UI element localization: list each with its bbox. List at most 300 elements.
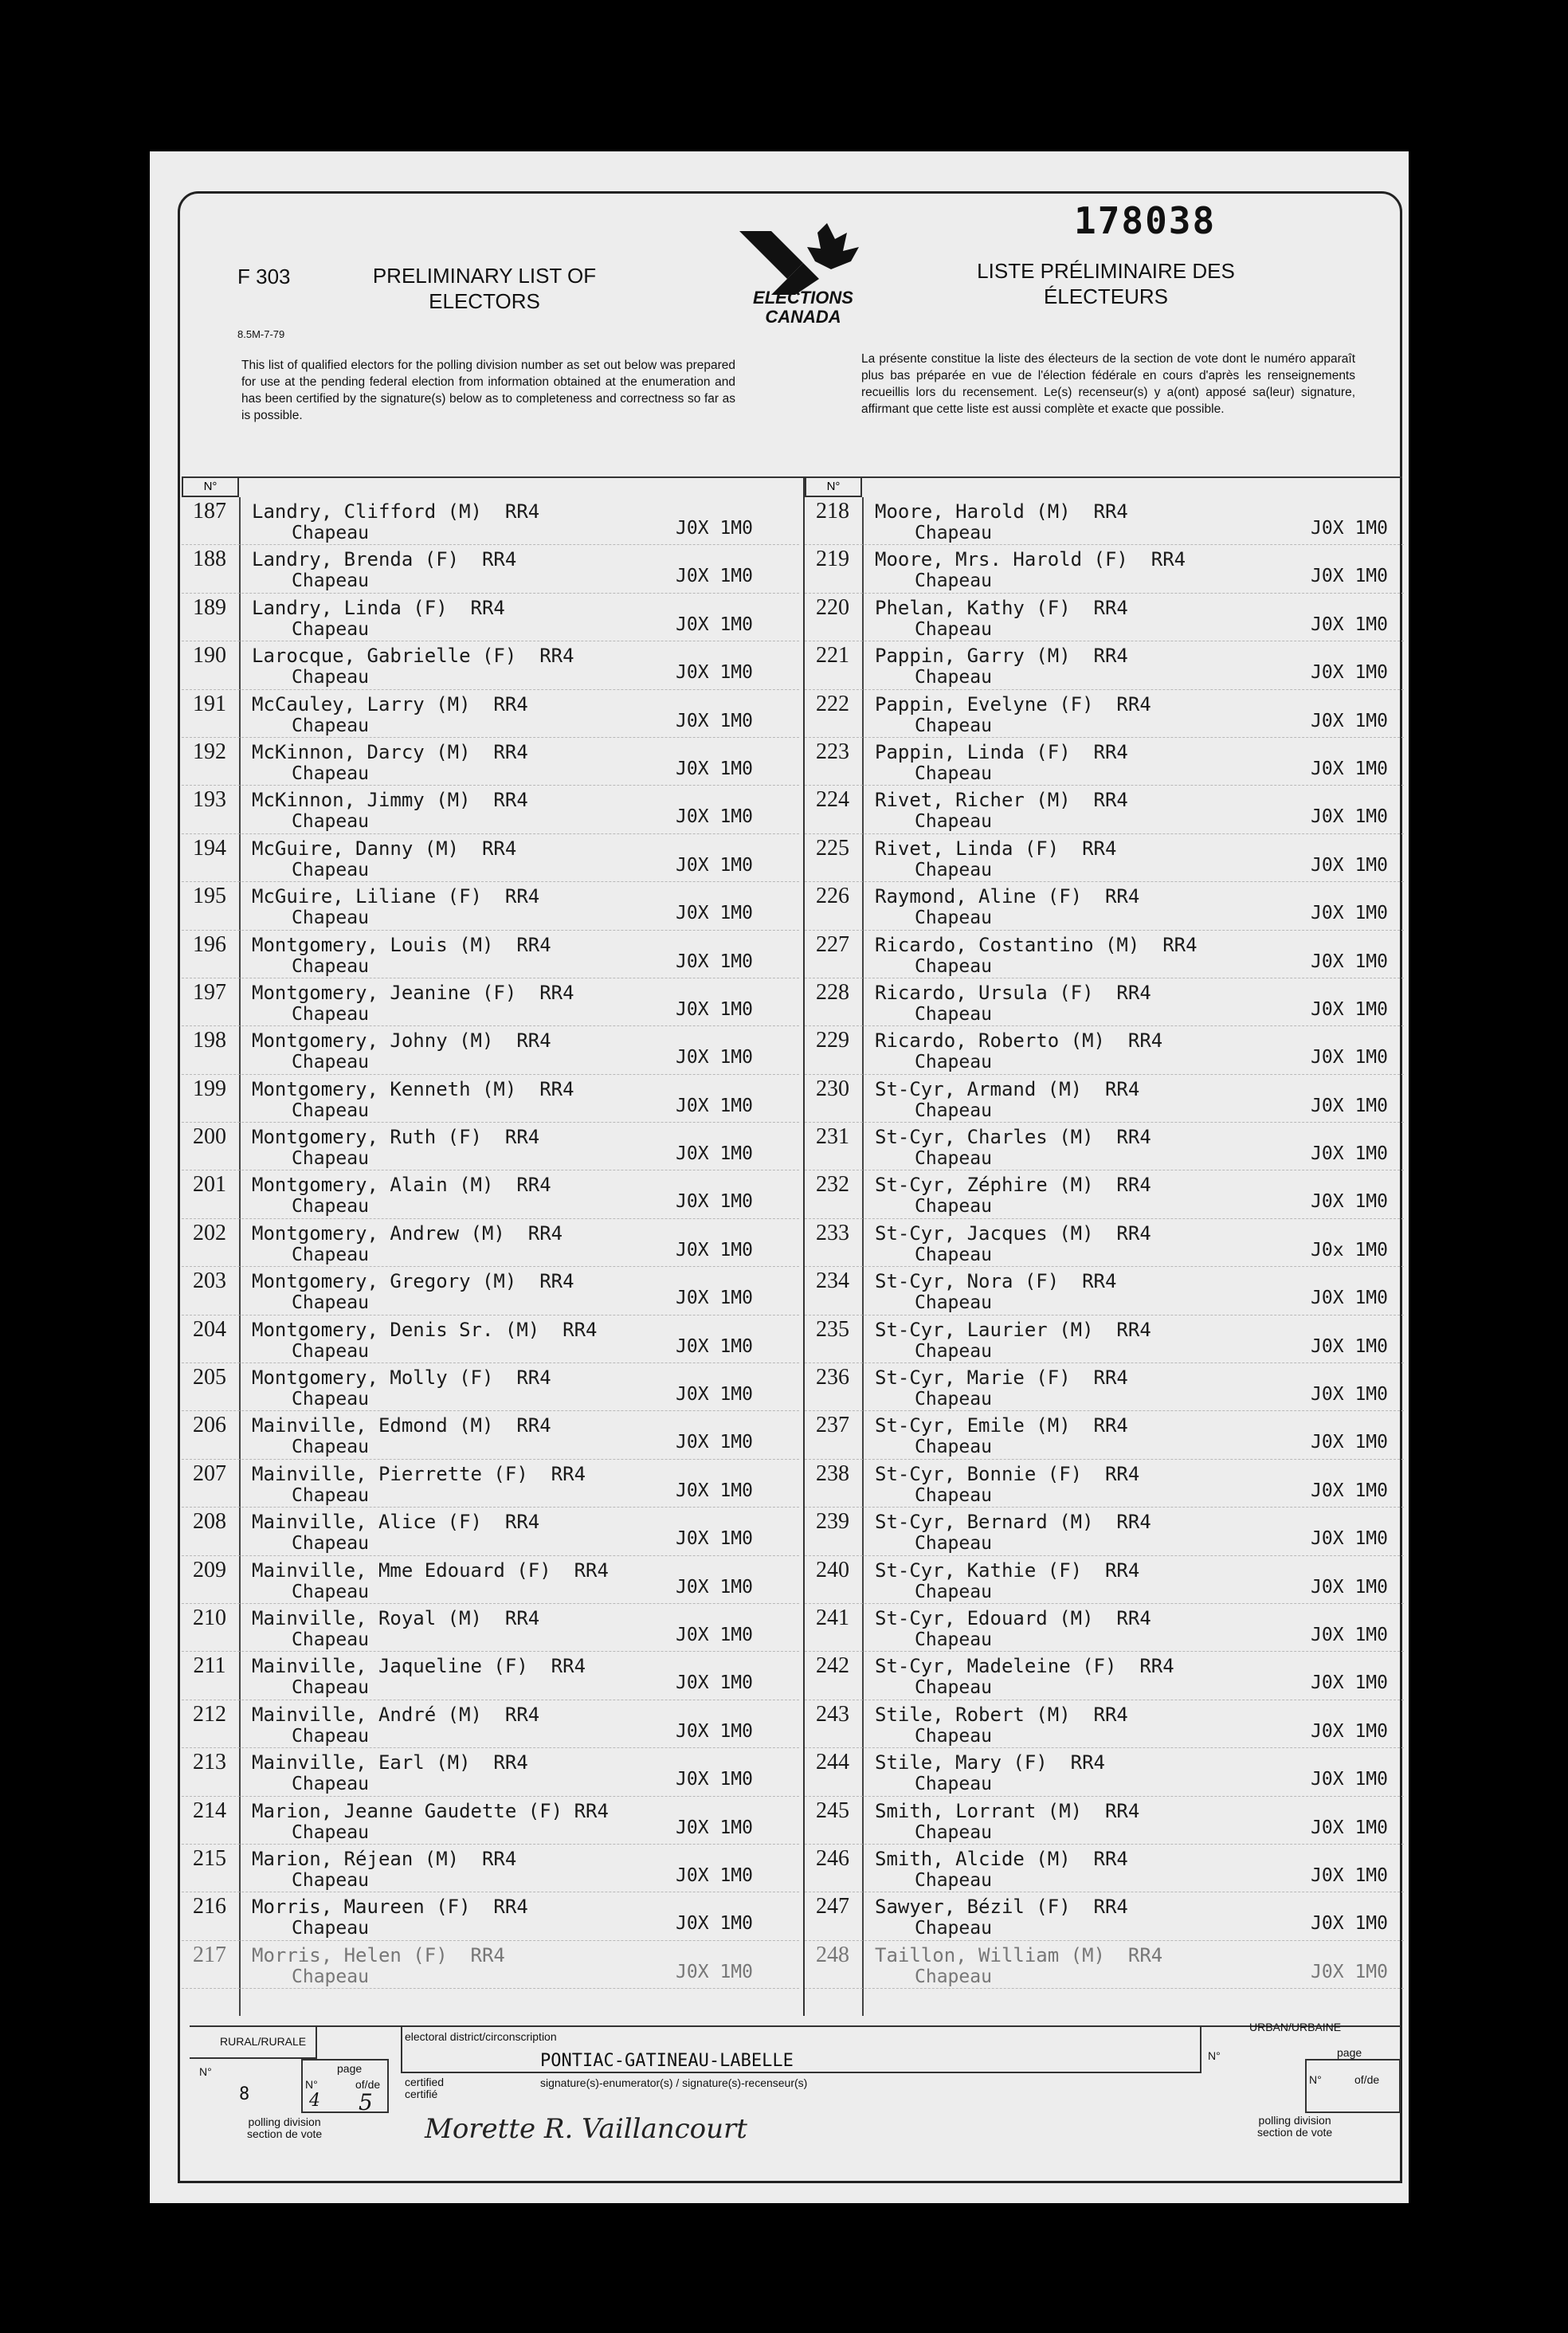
form-code-small: 8.5M-7-79	[237, 328, 285, 340]
elector-row	[182, 1411, 799, 1459]
elector-postal-code: J0X 1M0	[1311, 998, 1388, 1020]
elector-row	[805, 1267, 1404, 1315]
elector-row	[805, 1075, 1404, 1123]
elector-row	[182, 882, 799, 930]
elector-town: Chapeau	[292, 1389, 369, 1410]
elector-name: Montgomery, Johny (M) RR4	[252, 1029, 551, 1053]
elector-name: Mainville, Pierrette (F) RR4	[252, 1462, 586, 1485]
page-total: 5	[359, 2089, 373, 2115]
elector-number: 239	[816, 1509, 849, 1535]
elector-name: St-Cyr, Armand (M) RR4	[875, 1077, 1140, 1100]
elector-row	[182, 1267, 799, 1315]
elector-town: Chapeau	[292, 1292, 369, 1314]
intro-french: La présente constitue la liste des électeurs de la section de vote dont le numéro apparaît plus bas préparée en vue de l'élection fédérale en cours d'après les renseignements recueillis lors du recensement. Le(s) recenseur(s) y a(ont) apposé sa(leur) signature, affirmant que cette liste est aussi complète et exacte que possible.	[861, 352, 1355, 416]
elector-name: Raymond, Aline (F) RR4	[875, 885, 1140, 908]
elector-town: Chapeau	[915, 1869, 992, 1891]
elector-town: Chapeau	[915, 667, 992, 688]
elector-number: 205	[193, 1365, 226, 1390]
elector-row	[182, 641, 799, 689]
intro-english: This list of qualified electors for the polling division number as set out below was prepared for use at the pending federal election from information obtained at the enumeration and has been certified by the signature(s) below as to completeness and correctness so far as is possible.	[241, 359, 735, 422]
elector-postal-code: J0X 1M0	[676, 1817, 753, 1838]
elector-row	[805, 497, 1404, 545]
elector-postal-code: J0X 1M0	[676, 1864, 753, 1886]
elector-town: Chapeau	[292, 1003, 369, 1025]
elector-row	[805, 1604, 1404, 1652]
elector-town: Chapeau	[292, 1629, 369, 1650]
elector-name: Stile, Robert (M) RR4	[875, 1703, 1128, 1726]
elector-number: 190	[193, 643, 226, 669]
elector-town: Chapeau	[915, 1629, 992, 1650]
elector-name: Pappin, Evelyne (F) RR4	[875, 692, 1151, 716]
elector-postal-code: J0X 1M0	[676, 1335, 753, 1357]
elector-town: Chapeau	[915, 1677, 992, 1699]
elector-postal-code: J0X 1M0	[1311, 1384, 1388, 1406]
elector-row	[805, 1411, 1404, 1459]
elector-number: 191	[193, 691, 226, 716]
elector-name: Stile, Mary (F) RR4	[875, 1751, 1105, 1774]
elector-name: Landry, Brenda (F) RR4	[252, 548, 517, 571]
rural-label: RURAL/RURALE	[220, 2035, 307, 2048]
elector-number: 214	[193, 1798, 226, 1823]
elector-postal-code: J0X 1M0	[676, 1961, 753, 1982]
elector-row	[182, 1652, 799, 1700]
elector-number: 246	[816, 1845, 849, 1871]
rural-division-number: 8	[239, 2084, 250, 2104]
elector-number: 199	[193, 1076, 226, 1101]
rural-label-box	[190, 2027, 317, 2059]
elector-postal-code: J0X 1M0	[1311, 614, 1388, 635]
elector-town: Chapeau	[292, 715, 369, 736]
elector-row	[805, 738, 1404, 786]
elector-postal-code: J0X 1M0	[1311, 1864, 1388, 1886]
elector-number: 242	[816, 1653, 849, 1679]
elector-town: Chapeau	[292, 1052, 369, 1073]
elector-number: 202	[193, 1220, 226, 1245]
elector-name: Mainville, André (M) RR4	[252, 1703, 540, 1726]
urban-of-label: of/de	[1354, 2073, 1380, 2086]
elector-number: 222	[816, 691, 849, 716]
elector-row	[182, 1797, 799, 1845]
elector-name: Rivet, Richer (M) RR4	[875, 789, 1128, 812]
elector-row	[805, 1652, 1404, 1700]
elector-row	[182, 1219, 799, 1267]
elector-town: Chapeau	[292, 763, 369, 784]
elector-postal-code: J0X 1M0	[676, 1720, 753, 1742]
elector-postal-code: J0X 1M0	[1311, 1191, 1388, 1213]
elector-row	[182, 690, 799, 738]
elector-town: Chapeau	[915, 811, 992, 833]
elector-name: St-Cyr, Bernard (M) RR4	[875, 1511, 1151, 1534]
elector-name: McGuire, Danny (M) RR4	[252, 837, 517, 860]
page-label: page	[337, 2062, 363, 2075]
electoral-district: PONTIAC-GATINEAU-LABELLE	[540, 2051, 794, 2071]
elector-name: Mainville, Mme Edouard (F) RR4	[252, 1559, 609, 1582]
elector-row	[182, 738, 799, 786]
elector-name: Morris, Helen (F) RR4	[252, 1943, 505, 1966]
urban-no-label: N°	[1208, 2049, 1221, 2062]
elector-row	[805, 1845, 1404, 1892]
elector-number: 193	[193, 787, 226, 813]
elector-postal-code: J0X 1M0	[1311, 662, 1388, 684]
elector-town: Chapeau	[292, 955, 369, 977]
elector-name: Phelan, Kathy (F) RR4	[875, 596, 1128, 619]
elector-town: Chapeau	[292, 523, 369, 543]
elector-town: Chapeau	[915, 1292, 992, 1314]
elector-row	[805, 1315, 1404, 1363]
elector-postal-code: J0X 1M0	[1311, 710, 1388, 731]
elector-row	[182, 834, 799, 882]
elector-row	[182, 594, 799, 641]
number-column-header: N°	[805, 478, 862, 497]
elector-number: 212	[193, 1701, 226, 1727]
elector-name: St-Cyr, Kathie (F) RR4	[875, 1559, 1140, 1582]
elector-town: Chapeau	[292, 1484, 369, 1506]
elector-row	[182, 1460, 799, 1508]
elector-postal-code: J0X 1M0	[676, 1191, 753, 1213]
of-label: of/de	[355, 2078, 381, 2091]
title-english: PRELIMINARY LIST OF ELECTORS	[372, 264, 597, 313]
elector-name: Moore, Harold (M) RR4	[875, 500, 1128, 523]
elector-postal-code: J0X 1M0	[676, 1576, 753, 1598]
elector-row	[182, 1845, 799, 1892]
elector-town: Chapeau	[292, 1774, 369, 1795]
elector-row	[182, 1556, 799, 1604]
elector-number: 200	[193, 1124, 226, 1150]
elector-name: Ricardo, Costantino (M) RR4	[875, 933, 1198, 956]
elector-number: 233	[816, 1220, 849, 1245]
elector-postal-code: J0X 1M0	[1311, 1576, 1388, 1598]
elector-row	[182, 786, 799, 833]
elector-postal-code: J0X 1M0	[676, 1769, 753, 1790]
elector-postal-code: J0X 1M0	[676, 951, 753, 972]
elector-town: Chapeau	[915, 1581, 992, 1602]
elector-number: 204	[193, 1316, 226, 1342]
elector-number: 189	[193, 594, 226, 620]
elector-row	[805, 1219, 1404, 1267]
elector-number: 207	[193, 1461, 226, 1486]
elector-name: St-Cyr, Laurier (M) RR4	[875, 1318, 1151, 1341]
elector-name: Montgomery, Andrew (M) RR4	[252, 1221, 563, 1245]
elector-town: Chapeau	[292, 1821, 369, 1843]
elector-number: 237	[816, 1413, 849, 1438]
elector-name: St-Cyr, Nora (F) RR4	[875, 1270, 1117, 1293]
elector-row	[805, 786, 1404, 833]
elector-row	[805, 1123, 1404, 1170]
elector-number: 230	[816, 1076, 849, 1101]
elector-row	[805, 931, 1404, 978]
elector-town: Chapeau	[915, 1725, 992, 1747]
elector-town: Chapeau	[292, 1581, 369, 1602]
elector-town: Chapeau	[292, 811, 369, 833]
elector-postal-code: J0X 1M0	[676, 854, 753, 876]
elector-town: Chapeau	[915, 1052, 992, 1073]
elector-row	[182, 1363, 799, 1411]
elector-row	[182, 931, 799, 978]
elector-postal-code: J0X 1M0	[676, 614, 753, 635]
elector-town: Chapeau	[292, 908, 369, 929]
elector-postal-code: J0X 1M0	[676, 1288, 753, 1309]
elector-postal-code: J0X 1M0	[1311, 1480, 1388, 1501]
elector-name: Taillon, William (M) RR4	[875, 1943, 1163, 1966]
elector-postal-code: J0X 1M0	[1311, 1432, 1388, 1453]
elector-number: 226	[816, 884, 849, 909]
page-number: 4	[309, 2091, 320, 2111]
elector-town: Chapeau	[915, 1100, 992, 1121]
elector-name: Mainville, Earl (M) RR4	[252, 1751, 528, 1774]
elector-town: Chapeau	[292, 667, 369, 688]
elector-name: Ricardo, Ursula (F) RR4	[875, 981, 1151, 1004]
elector-town: Chapeau	[292, 1100, 369, 1121]
elector-row	[805, 1508, 1404, 1555]
elector-town: Chapeau	[915, 1196, 992, 1217]
urban-page-label: page	[1337, 2046, 1362, 2059]
elector-town: Chapeau	[915, 1966, 992, 1987]
elector-postal-code: J0X 1M0	[1311, 1095, 1388, 1116]
elector-number: 215	[193, 1845, 226, 1871]
elector-number: 229	[816, 1028, 849, 1053]
elector-number: 194	[193, 835, 226, 861]
elector-name: Montgomery, Ruth (F) RR4	[252, 1126, 540, 1149]
elector-row	[805, 978, 1404, 1026]
elector-town: Chapeau	[292, 1869, 369, 1891]
elector-postal-code: J0X 1M0	[1311, 758, 1388, 779]
elector-town: Chapeau	[915, 618, 992, 640]
elector-town: Chapeau	[292, 1437, 369, 1458]
elector-name: Montgomery, Denis Sr. (M) RR4	[252, 1318, 598, 1341]
elector-number: 243	[816, 1701, 849, 1727]
elector-number: 201	[193, 1172, 226, 1198]
elector-postal-code: J0X 1M0	[676, 518, 753, 539]
elector-row	[182, 1748, 799, 1796]
elector-name: Pappin, Garry (M) RR4	[875, 645, 1128, 668]
elector-row	[805, 1748, 1404, 1796]
elector-row	[805, 690, 1404, 738]
elector-number: 206	[193, 1413, 226, 1438]
elector-town: Chapeau	[915, 523, 992, 543]
elector-name: St-Cyr, Charles (M) RR4	[875, 1126, 1151, 1149]
number-column-header: N°	[182, 478, 239, 497]
elector-postal-code: J0X 1M0	[676, 1047, 753, 1068]
elector-name: McGuire, Liliane (F) RR4	[252, 885, 540, 908]
elector-row	[805, 594, 1404, 641]
elector-postal-code: J0X 1M0	[1311, 1817, 1388, 1838]
elector-postal-code: J0X 1M0	[1311, 1528, 1388, 1550]
elector-postal-code: J0X 1M0	[676, 566, 753, 587]
elector-number: 196	[193, 931, 226, 957]
elector-row	[805, 1170, 1404, 1218]
elector-row	[182, 978, 799, 1026]
elector-town: Chapeau	[292, 1244, 369, 1265]
elector-row	[182, 1604, 799, 1652]
urban-page-box	[1305, 2059, 1401, 2113]
elector-town: Chapeau	[292, 1533, 369, 1555]
elector-postal-code: J0X 1M0	[676, 903, 753, 924]
elector-name: St-Cyr, Marie (F) RR4	[875, 1366, 1128, 1390]
elector-name: Montgomery, Gregory (M) RR4	[252, 1270, 574, 1293]
elector-town: Chapeau	[915, 1340, 992, 1362]
elector-name: Larocque, Gabrielle (F) RR4	[252, 645, 574, 668]
elector-number: 227	[816, 931, 849, 957]
elector-postal-code: J0X 1M0	[676, 1624, 753, 1645]
elector-postal-code: J0X 1M0	[1311, 1913, 1388, 1935]
elector-postal-code: J0X 1M0	[1311, 566, 1388, 587]
elector-postal-code: J0X 1M0	[1311, 1335, 1388, 1357]
elector-number: 221	[816, 643, 849, 669]
rural-no-label: N°	[199, 2065, 212, 2078]
title-french: LISTE PRÉLIMINAIRE DES ÉLECTEURS	[977, 259, 1235, 308]
elector-postal-code: J0X 1M0	[1311, 1720, 1388, 1742]
elector-name: Mainville, Jaqueline (F) RR4	[252, 1655, 586, 1678]
elector-number: 219	[816, 547, 849, 572]
elector-row	[182, 1892, 799, 1940]
elector-name: Smith, Alcide (M) RR4	[875, 1847, 1128, 1870]
elector-name: St-Cyr, Zéphire (M) RR4	[875, 1174, 1151, 1197]
elector-number: 224	[816, 787, 849, 813]
elector-name: McCauley, Larry (M) RR4	[252, 692, 528, 716]
elector-number: 218	[816, 499, 849, 523]
elector-row	[805, 1026, 1404, 1074]
elector-town: Chapeau	[292, 571, 369, 592]
elector-name: Mainville, Edmond (M) RR4	[252, 1414, 551, 1437]
electors-table	[182, 476, 1402, 2016]
elector-postal-code: J0X 1M0	[676, 1528, 753, 1550]
elector-postal-code: J0X 1M0	[1311, 1143, 1388, 1165]
elector-town: Chapeau	[292, 1725, 369, 1747]
elector-row	[182, 1170, 799, 1218]
elector-number: 240	[816, 1557, 849, 1582]
elector-town: Chapeau	[915, 1003, 992, 1025]
elector-row	[182, 497, 799, 545]
elector-town: Chapeau	[915, 1389, 992, 1410]
elector-postal-code: J0X 1M0	[676, 1384, 753, 1406]
district-label: electoral district/circonscription	[405, 2030, 557, 2043]
signature-label: signature(s)-enumerator(s) / signature(s)-recenseur(s)	[540, 2076, 808, 2089]
elector-row	[805, 641, 1404, 689]
polling-division-label-rural: polling division section de vote	[247, 2115, 323, 2140]
polling-division-label-urban: polling division section de vote	[1257, 2114, 1333, 2139]
elector-postal-code: J0X 1M0	[676, 662, 753, 684]
enumerator-signature: Morette R. Vaillancourt	[425, 2113, 747, 2145]
elector-row	[805, 1700, 1404, 1748]
elector-name: St-Cyr, Jacques (M) RR4	[875, 1221, 1151, 1245]
elector-town: Chapeau	[915, 955, 992, 977]
elector-postal-code: J0X 1M0	[676, 1913, 753, 1935]
elector-row	[805, 1892, 1404, 1940]
electors-column-right	[803, 478, 1404, 2016]
elector-number: 188	[193, 547, 226, 572]
elector-number: 245	[816, 1798, 849, 1823]
elector-number: 231	[816, 1124, 849, 1150]
elector-row	[182, 1075, 799, 1123]
elector-town: Chapeau	[915, 1533, 992, 1555]
elector-number: 223	[816, 739, 849, 764]
elector-number: 244	[816, 1750, 849, 1775]
logo-text: ELECTIONS CANADA	[753, 288, 853, 327]
elector-row	[805, 545, 1404, 593]
elector-postal-code: J0X 1M0	[1311, 518, 1388, 539]
elector-name: Mainville, Alice (F) RR4	[252, 1511, 540, 1534]
elector-postal-code: J0X 1M0	[676, 998, 753, 1020]
elector-number: 203	[193, 1268, 226, 1294]
elector-number: 198	[193, 1028, 226, 1053]
elector-town: Chapeau	[915, 763, 992, 784]
elector-name: Moore, Mrs. Harold (F) RR4	[875, 548, 1186, 571]
elector-number: 210	[193, 1605, 226, 1630]
elector-row	[182, 1123, 799, 1170]
elector-number: 234	[816, 1268, 849, 1294]
elector-town: Chapeau	[915, 715, 992, 736]
elector-number: 213	[193, 1750, 226, 1775]
elector-name: Pappin, Linda (F) RR4	[875, 740, 1128, 763]
elector-town: Chapeau	[292, 618, 369, 640]
elector-postal-code: J0X 1M0	[676, 1239, 753, 1261]
elector-row	[182, 1508, 799, 1555]
elector-name: Marion, Jeanne Gaudette (F) RR4	[252, 1799, 609, 1822]
elector-name: St-Cyr, Edouard (M) RR4	[875, 1606, 1151, 1629]
elector-number: 217	[193, 1942, 226, 1967]
elector-row	[805, 1460, 1404, 1508]
elector-town: Chapeau	[292, 1918, 369, 1939]
elector-postal-code: J0X 1M0	[1311, 1672, 1388, 1694]
elector-town: Chapeau	[292, 1966, 369, 1987]
elector-town: Chapeau	[292, 1677, 369, 1699]
elector-town: Chapeau	[915, 1244, 992, 1265]
elector-row	[805, 1941, 1404, 1989]
elector-postal-code: J0X 1M0	[1311, 1961, 1388, 1982]
elector-row	[805, 834, 1404, 882]
elector-town: Chapeau	[292, 1148, 369, 1170]
electors-list-sheet	[150, 151, 1409, 2203]
elector-name: Montgomery, Molly (F) RR4	[252, 1366, 551, 1390]
elector-town: Chapeau	[915, 1148, 992, 1170]
certified-label: certified certifié	[405, 2076, 445, 2100]
serial-number: 178038	[1074, 199, 1217, 242]
elector-postal-code: J0X 1M0	[1311, 1624, 1388, 1645]
elector-name: Smith, Lorrant (M) RR4	[875, 1799, 1140, 1822]
elector-postal-code: J0X 1M0	[1311, 1769, 1388, 1790]
elector-town: Chapeau	[292, 1340, 369, 1362]
elector-number: 225	[816, 835, 849, 861]
elector-name: Rivet, Linda (F) RR4	[875, 837, 1117, 860]
elector-name: St-Cyr, Bonnie (F) RR4	[875, 1462, 1140, 1485]
elector-town: Chapeau	[915, 1484, 992, 1506]
elector-postal-code: J0X 1M0	[676, 1432, 753, 1453]
elector-name: St-Cyr, Madeleine (F) RR4	[875, 1655, 1174, 1678]
elector-postal-code: J0X 1M0	[676, 806, 753, 828]
elector-number: 209	[193, 1557, 226, 1582]
elector-name: Sawyer, Bézil (F) RR4	[875, 1896, 1128, 1919]
elector-name: Montgomery, Kenneth (M) RR4	[252, 1077, 574, 1100]
elector-number: 238	[816, 1461, 849, 1486]
elector-name: McKinnon, Darcy (M) RR4	[252, 740, 528, 763]
elector-row	[805, 882, 1404, 930]
elector-postal-code: J0X 1M0	[1311, 1047, 1388, 1068]
elector-name: St-Cyr, Emile (M) RR4	[875, 1414, 1128, 1437]
elector-name: Ricardo, Roberto (M) RR4	[875, 1029, 1163, 1053]
elector-number: 197	[193, 979, 226, 1005]
elector-row	[182, 1941, 799, 1989]
elector-number: 241	[816, 1605, 849, 1630]
elector-postal-code: J0X 1M0	[676, 1672, 753, 1694]
form-footer	[190, 2021, 1401, 2178]
elector-name: Marion, Réjean (M) RR4	[252, 1847, 517, 1870]
elector-postal-code: J0X 1M0	[1311, 951, 1388, 972]
elector-name: Morris, Maureen (F) RR4	[252, 1896, 528, 1919]
elector-name: Mainville, Royal (M) RR4	[252, 1606, 540, 1629]
elector-number: 195	[193, 884, 226, 909]
elector-town: Chapeau	[915, 1774, 992, 1795]
elector-postal-code: J0X 1M0	[1311, 854, 1388, 876]
